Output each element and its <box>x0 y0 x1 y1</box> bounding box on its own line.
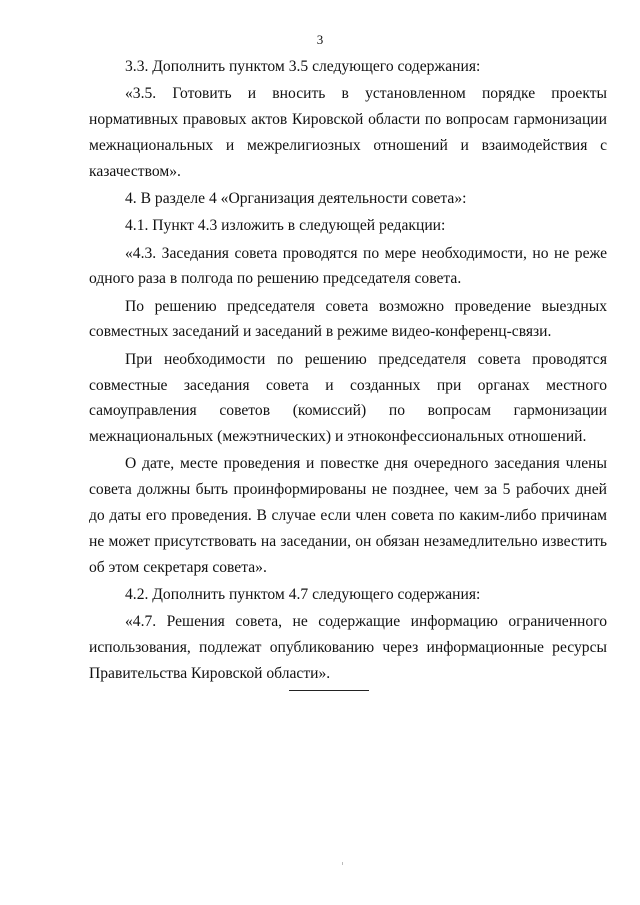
paragraph-4-7: «4.7. Решения совета, не содержащие информацию ограниченного использования, подлежат опубликованию через информационные ресурсы Правительства Кировской области». <box>89 613 607 682</box>
page-number: 3 <box>316 32 324 47</box>
paragraph-4-1: 4.1. Пункт 4.3 изложить в следующей редакции: <box>125 217 446 235</box>
paragraph-4-3: «4.3. Заседания совета проводятся по мере необходимости, но не реже одного раза в полгода по решению председателя совета. <box>89 244 607 288</box>
document-body <box>89 54 607 687</box>
scan-speck <box>342 862 343 865</box>
paragraph-offsite-meetings: По решению председателя совета возможно проведение выездных совместных заседаний и заседаний в режиме видео-конференц-связи. <box>89 297 607 341</box>
paragraph-joint-meetings: При необходимости по решению председателя совета проводятся совместные заседания совета и созданных при органах местного самоуправления советов (комиссий) по вопросам гармонизации межнациональных (межэтнических) и этноконфессиональных отношений. <box>89 350 607 446</box>
end-of-text-rule <box>289 690 369 691</box>
paragraph-4-2: 4.2. Дополнить пунктом 4.7 следующего содержания: <box>125 585 481 603</box>
paragraph-notification: О дате, месте проведения и повестке дня очередного заседания члены совета должны быть проинформированы не позднее, чем за 5 рабочих дней до даты его проведения. В случае если член совета по каким-либо причинам не может присутствовать на заседании, он обязан незамедлительно известить об этом секретаря совета». <box>89 455 607 576</box>
paragraph-3-5: «3.5. Готовить и вносить в установленном порядке проекты нормативных правовых актов Кировской области по вопросам гармонизации межнациональных и межрелигиозных отношений и взаимодействия с казачеством». <box>89 85 607 180</box>
paragraph-section-4: 4. В разделе 4 «Организация деятельности совета»: <box>125 189 467 207</box>
paragraph-3-3: 3.3. Дополнить пунктом 3.5 следующего содержания: <box>125 58 481 75</box>
